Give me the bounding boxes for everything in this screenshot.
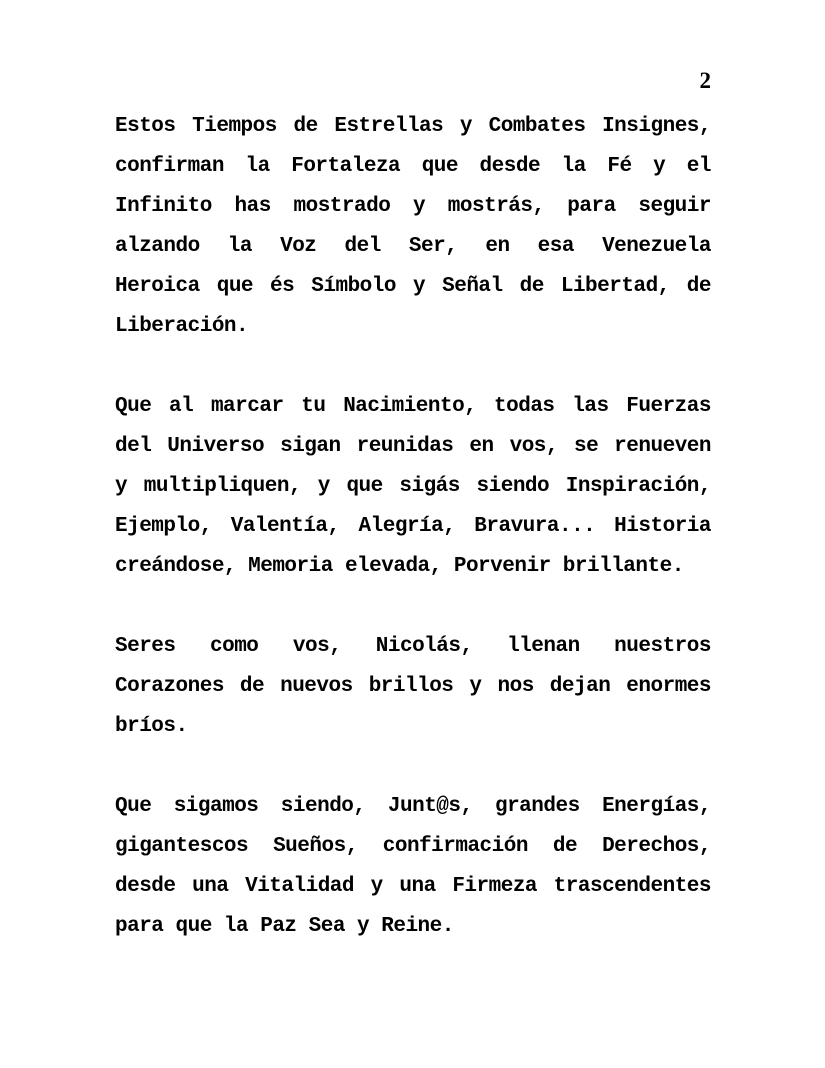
paragraph: [115, 107, 711, 347]
text-line: Que al marcar tu Nacimiento, todas las Fuerzas: [115, 395, 711, 418]
text-line: gigantescos Sueños, confirmación de Derechos,: [115, 835, 711, 858]
paragraph: [115, 787, 711, 947]
text-line: Corazones de nuevos brillos y nos dejan enormes: [115, 675, 711, 698]
text-line: para que la Paz Sea y Reine.: [115, 915, 454, 938]
text-line: Estos Tiempos de Estrellas y Combates Insignes,: [115, 115, 711, 138]
paragraph: [115, 387, 711, 587]
page-number: 2: [699, 68, 711, 93]
text-line: desde una Vitalidad y una Firmeza trascendentes: [115, 875, 711, 898]
text-line: del Universo sigan reunidas en vos, se renueven: [115, 435, 711, 458]
paragraph: [115, 627, 711, 747]
text-line: Ejemplo, Valentía, Alegría, Bravura... Historia: [115, 515, 711, 538]
text-line: Liberación.: [115, 315, 249, 338]
document-body: [115, 107, 711, 987]
text-line: Infinito has mostrado y mostrás, para seguir: [115, 195, 711, 218]
text-line: bríos.: [115, 715, 188, 738]
text-line: Seres como vos, Nicolás, llenan nuestros: [115, 635, 711, 658]
text-line: y multipliquen, y que sigás siendo Inspiración,: [115, 475, 711, 498]
text-line: alzando la Voz del Ser, en esa Venezuela: [115, 235, 711, 258]
text-line: creándose, Memoria elevada, Porvenir brillante.: [115, 555, 684, 578]
text-line: Que sigamos siendo, Junt@s, grandes Energías,: [115, 795, 711, 818]
text-line: Heroica que és Símbolo y Señal de Libertad, de: [115, 275, 711, 298]
text-line: confirman la Fortaleza que desde la Fé y el: [115, 155, 711, 178]
